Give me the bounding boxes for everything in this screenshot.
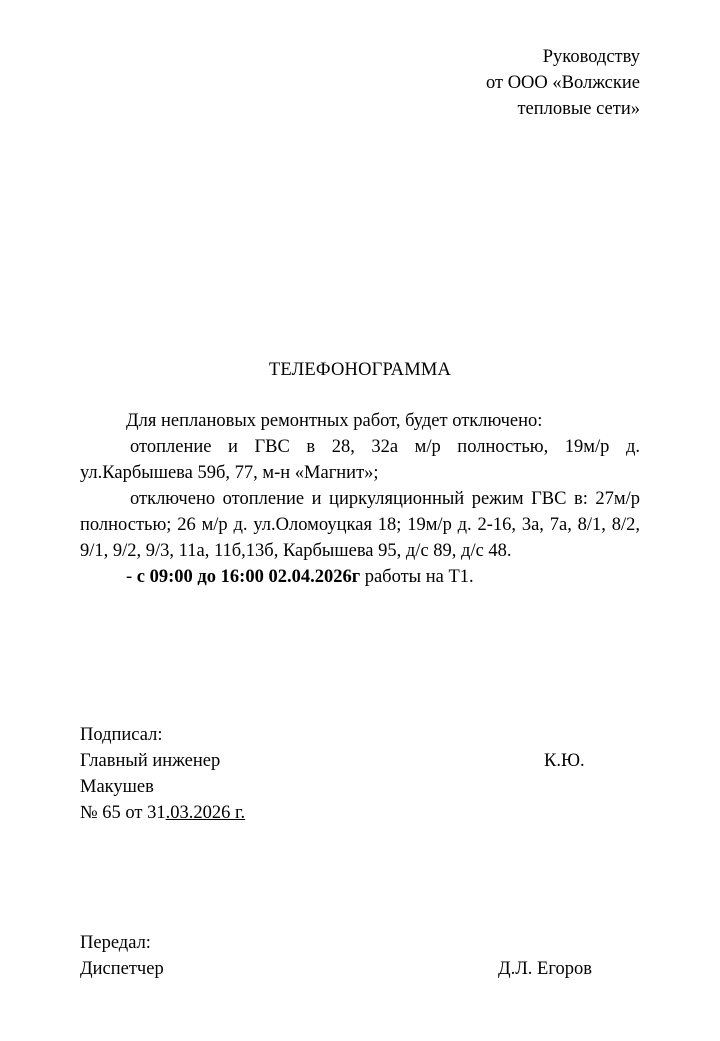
addressee-line-1: Руководству: [542, 47, 640, 67]
signed-position: Главный инженер: [80, 751, 221, 771]
document-number-date: .03.2026 г.: [165, 803, 246, 823]
document-number: [80, 800, 245, 826]
document-body: [80, 408, 640, 590]
body-intro: Для неплановых ремонтных работ, будет отключено:: [126, 411, 543, 431]
transmitted-name: Д.Л. Егоров: [498, 959, 592, 979]
addressee-line-2: от ООО «Волжские: [485, 73, 640, 93]
document-number-prefix: № 65 от 31: [80, 803, 166, 823]
signed-label: Подписал:: [80, 725, 163, 745]
addressee-block: [486, 44, 640, 122]
addressee-line-3: тепловые сети»: [517, 99, 640, 119]
time-prefix: -: [126, 567, 137, 587]
transmitted-label: Передал:: [80, 933, 151, 953]
time-period: с 09:00 до 16:00 02.04.2026г: [136, 567, 361, 587]
body-item-heating-gvs: отопление и ГВС в 28, 32а м/р полностью, 19м/р д. ул.Карбышева 59б, 77, м-н «Магнит»;: [80, 437, 640, 483]
body-item-circulation: отключено отопление и циркуляционный режим ГВС в: 27м/р полностью; 26 м/р д. ул.Оломоуцкая 18; 19м/р д. 2-16, 3а, 7а, 8/1, 8/2, 9/1, 9/2, 9/3, 11а, 11б,13б, Карбышева 95, д/с 89, д/с 48.: [80, 489, 640, 561]
transmitted-position: Диспетчер: [80, 959, 164, 979]
signed-surname: Макушев: [80, 777, 154, 797]
time-suffix: работы на Т1.: [360, 567, 474, 587]
signed-initials: К.Ю.: [544, 751, 585, 771]
document-title: ТЕЛЕФОНОГРАММА: [268, 360, 452, 380]
body-time-line: [80, 564, 640, 590]
